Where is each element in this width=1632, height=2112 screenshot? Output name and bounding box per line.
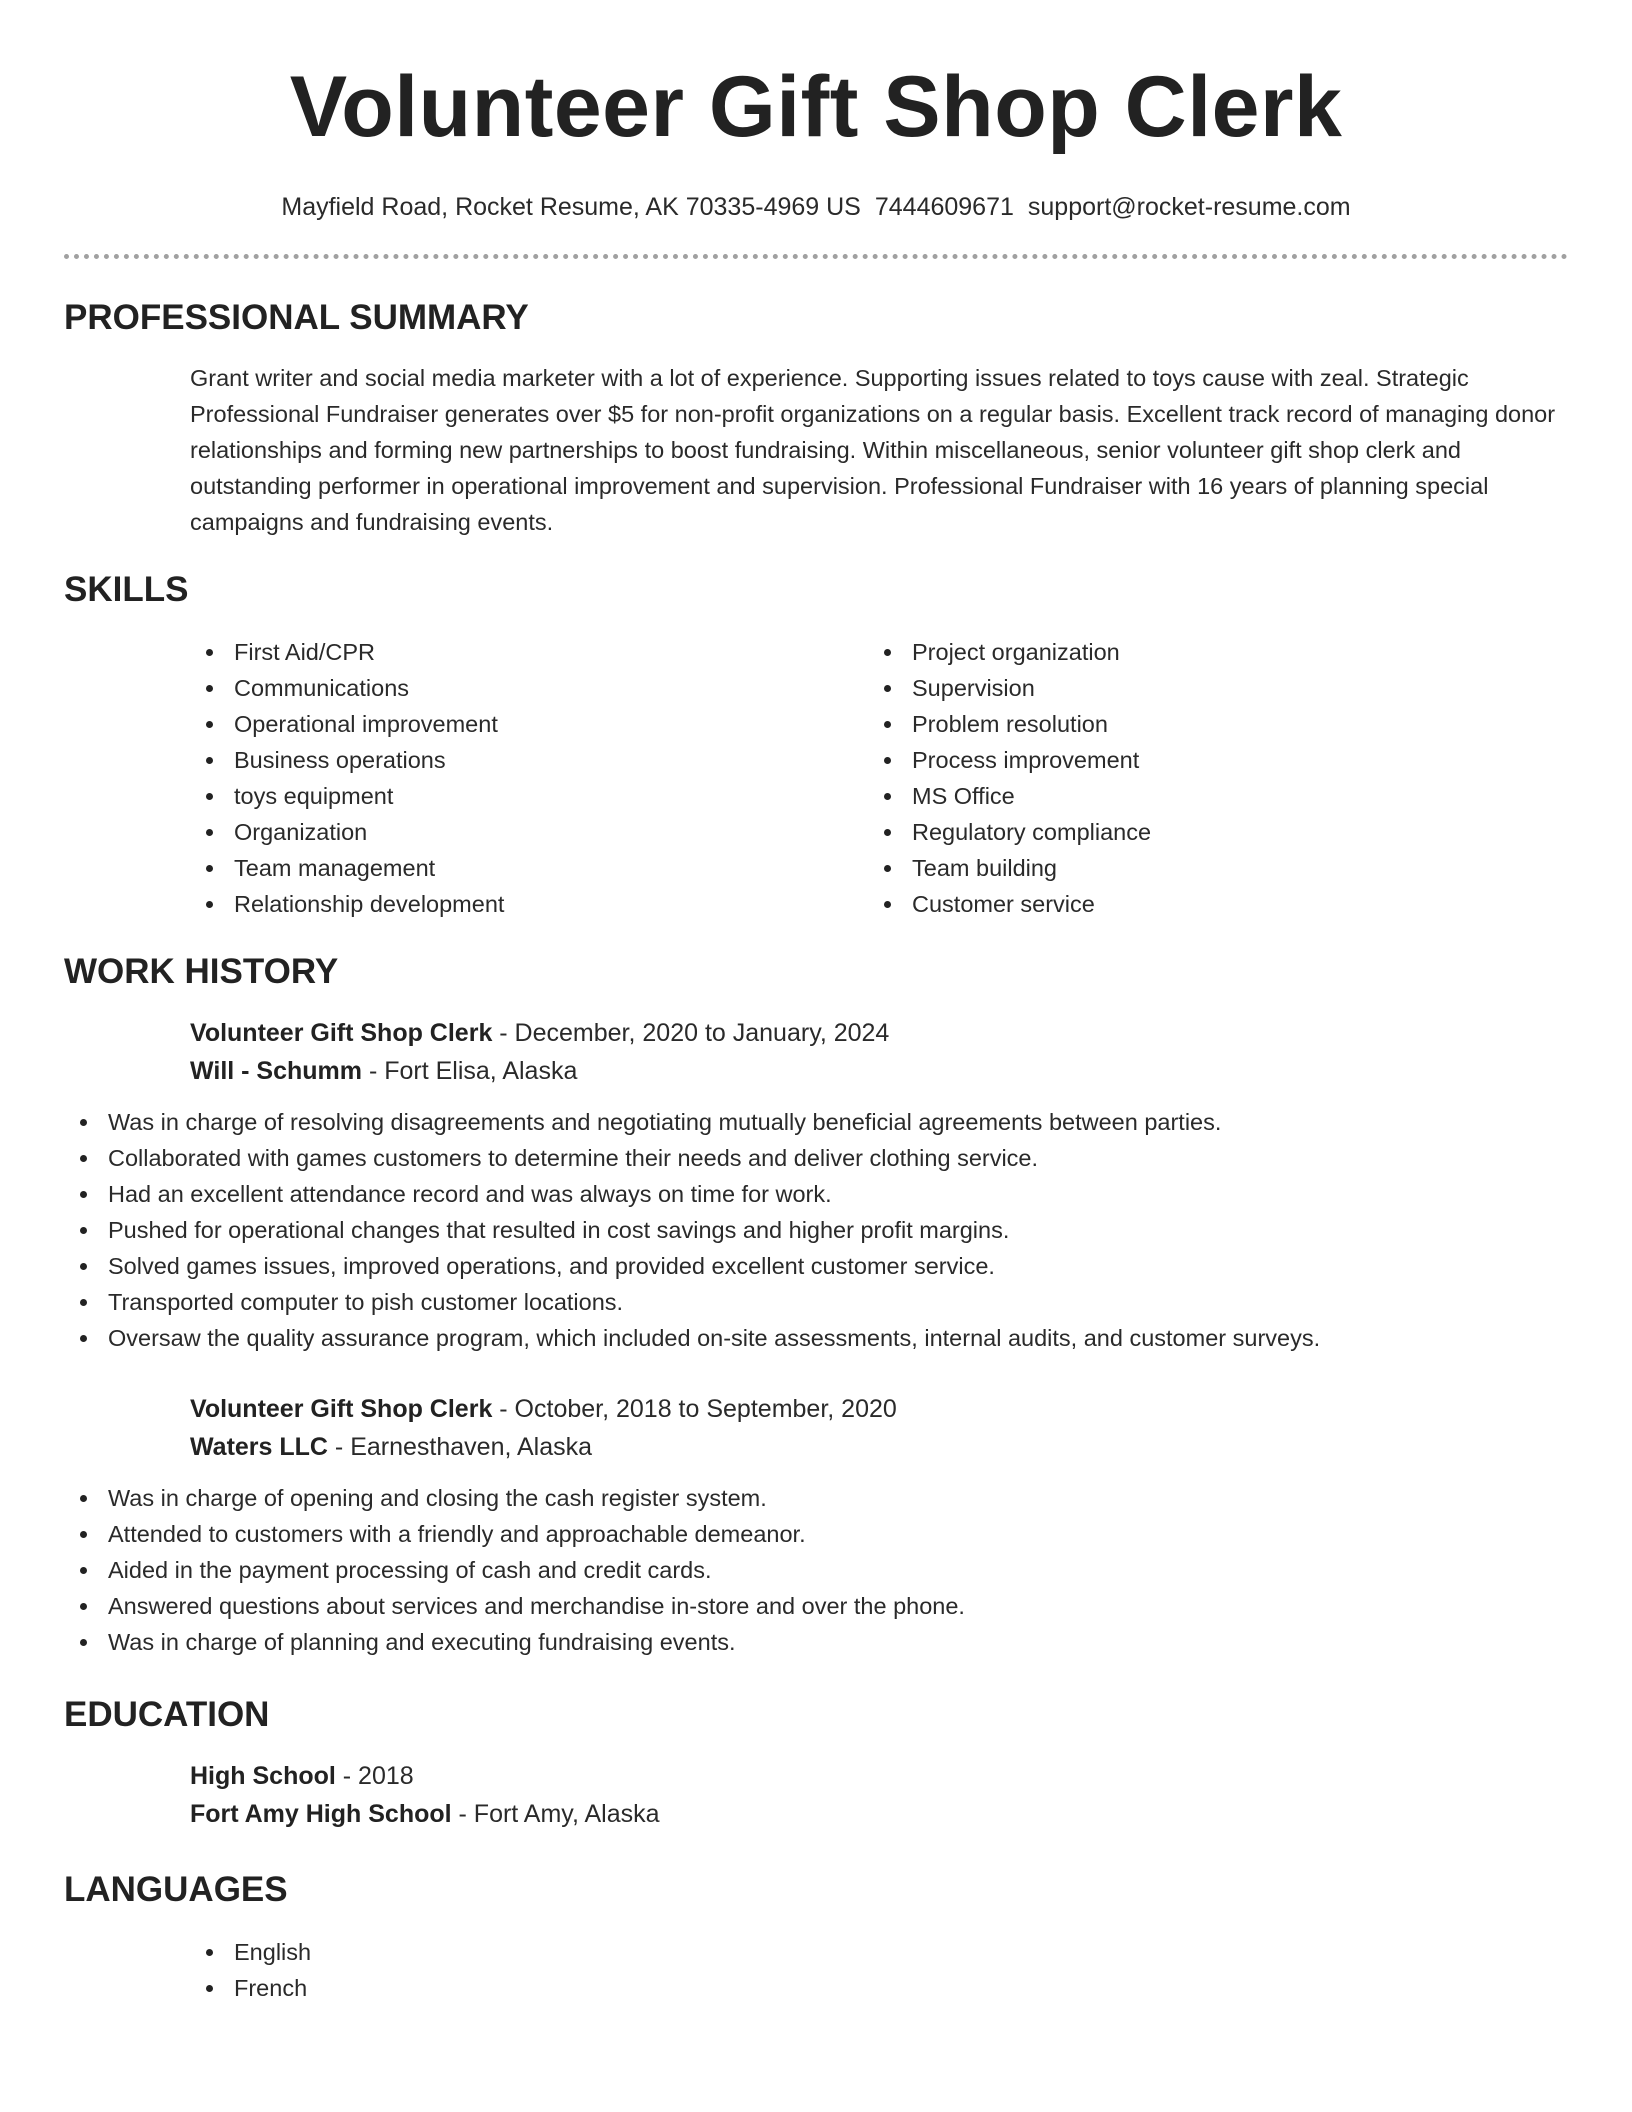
skill-item: MS Office — [868, 778, 1546, 814]
job-bullet-item: Transported computer to pish customer locations. — [64, 1284, 1568, 1320]
contact-email: support@rocket-resume.com — [1027, 193, 1351, 221]
job-bullet-item: Solved games issues, improved operations, and provided excellent customer service. — [64, 1248, 1568, 1284]
skills-list-right — [868, 634, 1546, 922]
job-bullet-item: Aided in the payment processing of cash and credit cards. — [64, 1552, 1568, 1588]
job-company: Will - Schumm — [190, 1057, 363, 1085]
job-dates: - December, 2020 to January, 2024 — [492, 1019, 890, 1047]
language-item: French — [190, 1970, 1568, 2006]
job-dates: - October, 2018 to September, 2020 — [492, 1395, 897, 1423]
skill-item: toys equipment — [190, 778, 868, 814]
skill-item: Regulatory compliance — [868, 814, 1546, 850]
education-school: Fort Amy High School — [190, 1800, 452, 1828]
languages-list — [190, 1934, 1568, 2006]
work-section — [64, 950, 1568, 1660]
languages-title: LANGUAGES — [64, 1870, 288, 1909]
contact-phone: 7444609671 — [874, 193, 1014, 221]
skill-item: Project organization — [868, 634, 1546, 670]
candidate-name: Volunteer Gift Shop Clerk — [289, 59, 1343, 155]
education-school-line — [190, 1795, 1568, 1833]
job-company-line — [190, 1428, 1568, 1466]
job-bullet-item: Had an excellent attendance record and was always on time for work. — [64, 1176, 1568, 1212]
education-degree: High School — [190, 1762, 336, 1790]
resume-header — [64, 0, 1568, 259]
job-bullets — [64, 1480, 1568, 1660]
education-section — [64, 1693, 1568, 1833]
job-location: - Earnesthaven, Alaska — [327, 1433, 593, 1461]
skills-title: SKILLS — [64, 570, 189, 609]
skills-column-right — [868, 634, 1546, 922]
skill-item: Operational improvement — [190, 706, 868, 742]
job-bullet-item: Was in charge of planning and executing fundraising events. — [64, 1624, 1568, 1660]
language-item: English — [190, 1934, 1568, 1970]
job-bullet-item: Oversaw the quality assurance program, which included on-site assessments, internal audits, and customer surveys. — [64, 1320, 1568, 1356]
job-bullets — [64, 1104, 1568, 1356]
job-location: - Fort Elisa, Alaska — [362, 1057, 578, 1085]
skill-item: Process improvement — [868, 742, 1546, 778]
skill-item: Communications — [190, 670, 868, 706]
skill-item: Supervision — [868, 670, 1546, 706]
skills-columns — [190, 634, 1568, 922]
skill-item: Organization — [190, 814, 868, 850]
job-role-line — [190, 1014, 1568, 1052]
summary-title: PROFESSIONAL SUMMARY — [64, 298, 529, 337]
work-title: WORK HISTORY — [64, 952, 339, 991]
skill-item: Team management — [190, 850, 868, 886]
job-bullet-item: Was in charge of opening and closing the cash register system. — [64, 1480, 1568, 1516]
languages-section — [64, 1868, 1568, 2006]
job-entry — [64, 1390, 1568, 1660]
job-entry — [64, 1014, 1568, 1356]
header-divider — [64, 254, 1568, 259]
contact-line — [64, 190, 1568, 224]
education-title: EDUCATION — [64, 1695, 270, 1734]
job-role-line — [190, 1390, 1568, 1428]
job-bullet-item: Pushed for operational changes that resulted in cost savings and higher profit margins. — [64, 1212, 1568, 1248]
education-location: - Fort Amy, Alaska — [451, 1800, 660, 1828]
education-entry — [64, 1757, 1568, 1833]
skill-item: Business operations — [190, 742, 868, 778]
skill-item: Relationship development — [190, 886, 868, 922]
job-bullet-item: Attended to customers with a friendly and approachable demeanor. — [64, 1516, 1568, 1552]
contact-address: Mayfield Road, Rocket Resume, AK 70335-4969 US — [281, 193, 861, 221]
skill-item: Team building — [868, 850, 1546, 886]
job-bullet-item: Answered questions about services and merchandise in-store and over the phone. — [64, 1588, 1568, 1624]
skill-item: First Aid/CPR — [190, 634, 868, 670]
skill-item: Customer service — [868, 886, 1546, 922]
skills-column-left — [190, 634, 868, 922]
job-bullet-item: Was in charge of resolving disagreements and negotiating mutually beneficial agreements between parties. — [64, 1104, 1568, 1140]
skills-list-left — [190, 634, 868, 922]
job-company: Waters LLC — [190, 1433, 328, 1461]
summary-text: Grant writer and social media marketer with a lot of experience. Supporting issues related to toys cause with zeal. Strategic Professional Fundraiser generates over $5 for non-profit organizations on a regular basis. Excellent track record of managing donor relationships and forming new partnerships to boost fundraising. Within miscellaneous, senior volunteer gift shop clerk and outstanding performer in operational improvement and supervision. Professional Fundraiser with 16 years of planning special campaigns and fundraising events. — [190, 365, 1556, 535]
education-year: - 2018 — [335, 1762, 414, 1790]
job-role: Volunteer Gift Shop Clerk — [190, 1395, 493, 1423]
education-degree-line — [190, 1757, 1568, 1795]
job-bullet-item: Collaborated with games customers to determine their needs and deliver clothing service. — [64, 1140, 1568, 1176]
summary-section — [64, 296, 1568, 540]
skill-item: Problem resolution — [868, 706, 1546, 742]
job-company-line — [190, 1052, 1568, 1090]
job-role: Volunteer Gift Shop Clerk — [190, 1019, 493, 1047]
skills-section — [64, 568, 1568, 922]
